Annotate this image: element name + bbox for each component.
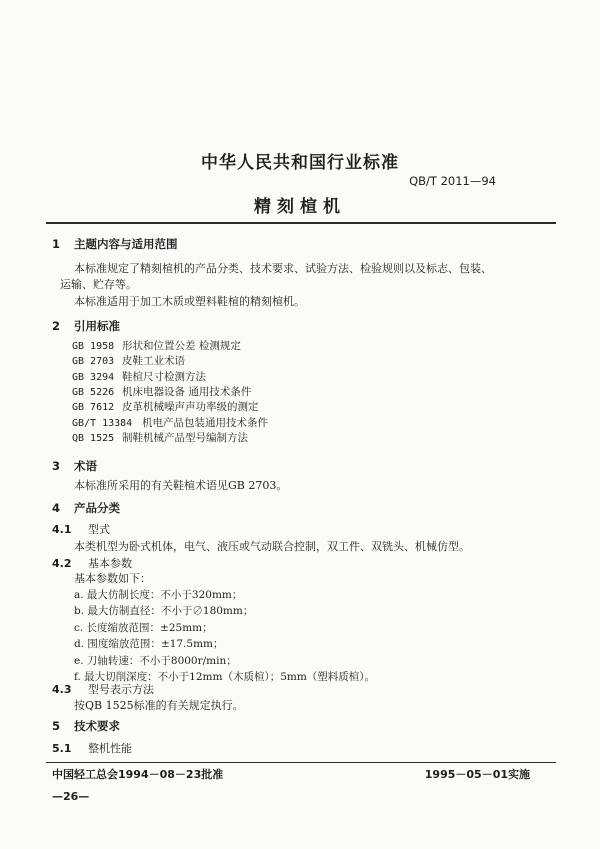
approval-date: 中国轻工总会1994－08－23批准 [52,768,224,781]
section-5-heading: 5 技术要求 [52,719,120,733]
reference-title: 机电产品包装通用技术条件 [142,416,268,429]
section-4-3-heading: 4.3 型号表示方法 [52,683,154,696]
parameter-item: a. 最大仿制长度：不小于320mm； [74,589,243,601]
reference-item [72,353,185,368]
section-1-paragraph-2: 本标准适用于加工木质或塑料鞋楦的精刻楦机。 [74,295,305,308]
section-1-heading: 1 主题内容与适用范围 [52,237,178,251]
section-3-heading: 3 术语 [52,459,97,473]
reference-title: 皮鞋工业术语 [122,355,185,368]
section-4-1-heading: 4.1 型式 [52,523,110,536]
section-4-1-paragraph: 本类机型为卧式机体，电气、液压或气动联合控制，双工件、双铣头、机械仿型。 [74,540,470,553]
reference-title: 鞋楦尺寸检测方法 [122,370,206,383]
parameter-item: b. 最大仿制直径：不小于∅180mm； [74,605,254,618]
reference-code: GB 5226 [72,386,115,398]
reference-item [72,430,248,445]
reference-code: QB 1525 [72,432,115,444]
parameter-item: c. 长度缩放范围：±25mm； [74,621,213,634]
parameter-item: e. 刀轴转速：不小于8000r/min； [74,654,237,667]
reference-title: 机床电器设备 通用技术条件 [122,385,252,398]
section-5-1-heading: 5.1 整机性能 [52,742,132,755]
header-rule [46,222,556,224]
section-4-heading: 4 产品分类 [52,501,120,515]
reference-title: 皮革机械噪声声功率级的测定 [122,401,259,414]
reference-item [72,338,241,353]
page-number: —26— [52,790,90,803]
reference-code: GB 2703 [72,356,115,368]
standard-body-heading: 中华人民共和国行业标准 [201,153,399,173]
section-3-paragraph: 本标准所采用的有关鞋楦术语见GB 2703。 [74,479,288,492]
section-4-3-paragraph: 按QB 1525标准的有关规定执行。 [74,699,244,712]
document-title: 精刻楦机 [254,197,346,217]
parameter-item: f. 最大切削深度：不小于12mm（木质楦）；5mm（塑料质楦）。 [74,671,376,683]
footer-rule [46,762,556,763]
reference-code: GB 7612 [72,402,115,414]
reference-title: 制鞋机械产品型号编制方法 [122,431,248,444]
section-4-2-heading: 4.2 基本参数 [52,557,132,570]
reference-item [72,384,251,399]
standard-code: QB/T 2011—94 [409,174,496,188]
reference-code: GB 3294 [72,371,115,383]
reference-item [72,369,206,384]
reference-item [72,399,259,414]
reference-title: 形状和位置公差 检测规定 [122,340,241,352]
reference-code: GB 1958 [72,341,115,352]
reference-code: GB/T 13384 [72,417,133,429]
effective-date: 1995－05－01实施 [424,768,530,781]
section-2-heading: 2 引用标准 [52,319,120,333]
reference-item [72,415,268,430]
section-1-paragraph-1-line-1: 本标准规定了精刻楦机的产品分类、技术要求、试验方法、检验规则以及标志、包装、 [74,262,492,275]
section-4-2-intro: 基本参数如下： [74,572,151,585]
parameter-item: d. 围度缩放范围：±17.5mm； [74,638,224,651]
section-1-paragraph-1-line-2: 运输、贮存等。 [60,278,137,291]
